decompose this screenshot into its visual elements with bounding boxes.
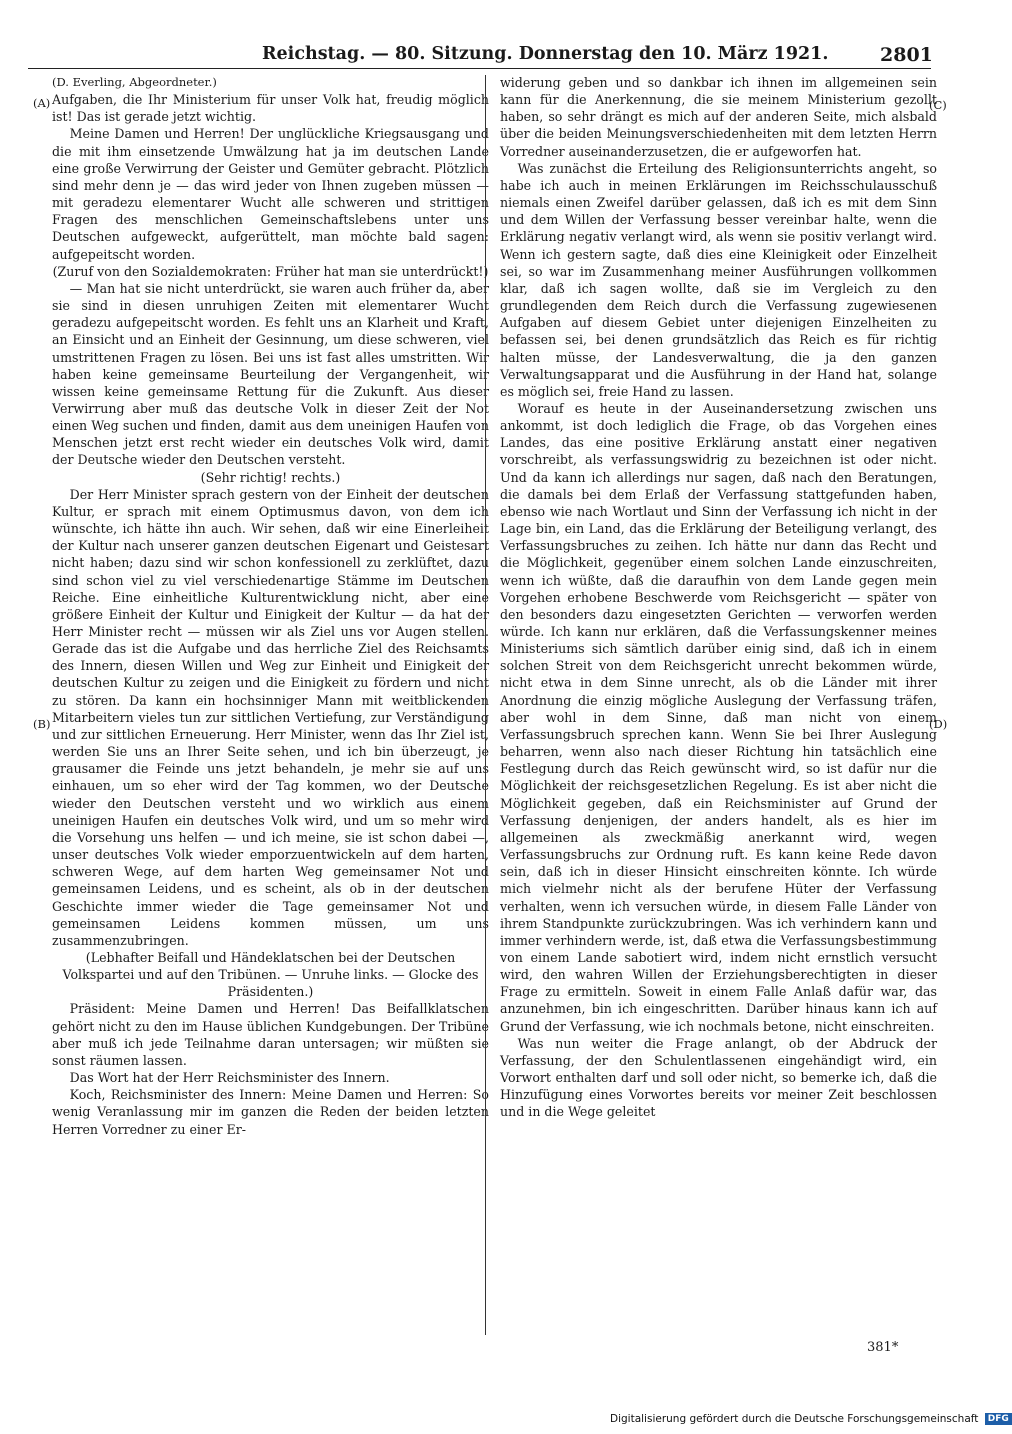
paragraph: Was nun weiter die Frage anlangt, ob der Abdruck der Verfassung, der den Schulentlassenen eingehändigt wird, ein Vorwort enthalten darf und soll oder nicht, so bemerke ich, daß die Hinzufügung eines Vorwortes bereits vor meiner Zeit beschlossen und in die Wege geleitet — [500, 1035, 937, 1120]
interjection: (Zuruf von den Sozialdemokraten: Früher hat man sie unterdrückt!) — [52, 263, 489, 279]
paragraph: — Man hat sie nicht unterdrückt, sie waren auch früher da, aber sie sind in diesen unruhigen Zeiten mit elementarer Wucht geradezu aufgepeitscht worden. Es fehlt uns an Klarheit und Kraft, an Einsicht und an Einheit der Gesinnung, um diese schweren, viel umstrittenen Fragen zu lösen. Bei uns ist fast alles umstritten. Wir haben keine gemeinsame Beurteilung der Vergangenheit, wir wissen keine gemeinsame Rettung für die Zukunft. Aus dieser Verwirrung aber muß das deutsche Volk in dieser Zeit der Not einen Weg suchen und finden, damit aus dem uneinigen Haufen von Menschen jetzt erst recht wieder ein deutsches Volk wird, damit der Deutsche wieder den Deutschen versteht. — [52, 280, 489, 468]
paragraph: Das Wort hat der Herr Reichsminister des Innern. — [69, 1070, 390, 1086]
margin-marker-b: (B) — [33, 717, 51, 731]
paragraph: Koch, Reichsminister des Innern: Meine Damen und Herren: So wenig Veranlassung mir im ganzen die Reden der beiden letzten Herren Vorredner zu einer Er- — [52, 1087, 489, 1137]
paragraph: Der Herr Minister sprach gestern von der Einheit der deutschen Kultur, er sprach mit einem Optimusmus davon, von dem ich wünschte, ich hätte ihn auch. Wir sehen, daß wir eine Einerleiheit der Kultur nach unserer ganzen deutschen Eigenart und Geistesart nicht haben; dazu sind wir schon konfessionell zu zerklüftet, dazu sind schon viel zu viel verschiedenartige Stämme im Deutschen Reiche. Eine einheitliche Kulturentwicklung nicht, aber eine größere Einheit der Kultur und Einigkeit der Kultur — da hat der Herr Minister recht — müssen wir als Ziel uns vor Augen stellen. Gerade das ist die Aufgabe und das herrliche Ziel des Reichsamts des Innern, diesen Willen und Weg zur Einheit und Einigkeit der deutschen Kultur zu zeigen und die Einigkeit zu fördern und nicht zu stören. Da kann ein hochsinniger Mann mit weitblickenden Mitarbeitern vieles tun zur sittlichen Vertiefung, zur Verständigung und zur sittlichen Erneuerung. Herr Minister, wenn das Ihr Ziel ist, werden Sie uns an Ihrer Seite sehen, und ich bin überzeugt, je grausamer die Feinde uns jetzt behandeln, je mehr sie auf uns einhauen, um so eher wird der Tag kommen, wo der Deutsche wieder den Deutschen versteht und wo wirklich aus einem uneinigen Haufen ein deutsches Volk wird, und um so mehr wird die Vorsehung uns helfen — und ich meine, sie ist schon dabei —, unser deutsches Volk wieder emporzuentwickeln auf dem harten, schweren Wege, auf dem harten Weg gemeinsamer Not und gemeinsamen Leidens, und es scheint, als ob in der deutschen Geschichte immer wieder die Tage gemeinsamer Not und gemeinsamen Leidens kommen müssen, um uns zusammenzubringen. — [52, 486, 489, 948]
interjection: (Lebhafter Beifall und Händeklatschen bei der Deutschen Volkspartei und auf den Tribünen. — Unruhe links. — Glocke des Präsidenten.) — [62, 949, 479, 1000]
paragraph: Aufgaben, die Ihr Ministerium für unser Volk hat, freudig möglich ist! Das ist gerade jetzt wichtig. — [52, 92, 489, 125]
page-number: 2801 — [880, 44, 933, 66]
running-header — [0, 0, 1000, 66]
paragraph: Was zunächst die Erteilung des Religionsunterrichts angeht, so habe ich auch in meinen Erklärungen im Reichsschulausschuß niemals einen Zweifel darüber gelassen, daß ich es mit dem Sinn und dem Willen der Verfassung besser vereinbar halte, wenn die Erklärung negativ verlangt wird, als wenn sie positiv verlangt wird. Wenn ich gestern sagte, daß dies eine Kleinigkeit oder Einzelheit sei, so war im Zusammenhang meiner Ausführungen vollkommen klar, daß ich sagen wollte, daß sie im Vergleich zu den grundlegenden dem Reich durch die Verfassung zugewiesenen Aufgaben auf diesem Gebiet unter diejenigen Einzelheiten zu befassen sei, bei denen grundsätzlich das Reich es für richtig halten müsse, der Landesverwaltung, die ja den ganzen Verwaltungsapparat und die Ausführung in der Hand hat, solange es möglich sei, freie Hand zu lassen. — [500, 160, 937, 399]
paragraph: Worauf es heute in der Auseinandersetzung zwischen uns ankommt, ist doch lediglich die Frage, ob das Vorgehen eines Landes, das eine positive Erklärung anstatt einer negativen vorschreibt, als verfassungswidrig zu bezeichnen ist oder nicht. Und da kann ich allerdings nur sagen, daß nach den Beratungen, die damals bei dem Erlaß der Verfassung stattgefunden haben, ebenso wie nach Wortlaut und Sinn der Verfassung ich nicht in der Lage bin, ein Land, das die Erklärung der Beteiligung verlangt, des Verfassungsbruches zu zeihen. Ich hätte nur dann das Recht und die Möglichkeit, gegenüber einem solchen Lande einzuschreiten, wenn ich wüßte, daß die daraufhin von dem Lande gegen mein Vorgehen erhobene Beschwerde vom Reichsgericht — später von den besonders dazu eingesetzten Gerichten — verworfen werden würde. Ich kann nur erklären, daß die Verfassungskenner meines Ministeriums sich sämtlich darüber einig sind, daß ich in einem solchen Streit von dem Reichsgericht unrecht bekommen würde, nicht etwa in dem Sinne unrecht, als ob die Länder mit ihrer Anordnung die einzig mögliche Auslegung der Verfassung träfen, aber wohl in dem Sinne, daß man nicht von einem Verfassungsbruch sprechen kann. Wenn Sie bei Ihrer Auslegung beharren, wenn also nach dieser Richtung hin tatsächlich eine Festlegung durch das Reich gewünscht wird, so ist dafür nur die Möglichkeit der reichsgesetzlichen Regelung. Es ist aber nicht die Möglichkeit gegeben, daß ein Reichsminister auf Grund der Verfassung denjenigen, der anders handelt, als es hier im allgemeinen als zweckmäßig anerkannt wird, wegen Verfassungsbruchs zur Ordnung ruft. Es kann keine Rede davon sein, daß ich in dieser Hinsicht einschreiten könnte. Ich würde mich vielmehr nicht als der berufene Hüter der Verfassung verhalten, wenn ich versuchen würde, in diesem Falle Länder von ihrem Standpunkte zurückzubringen. Was ich verhindern kann und immer verhindern werde, ist, daß etwa die Verfassungsbestimmung von einem Lande sabotiert wird, indem nicht ernstlich versucht wird, den wahren Willen der Erziehungsberechtigten in dieser Frage zu ermitteln. Soweit in einem Falle Anlaß dafür war, das anzunehmen, bin ich eingeschritten. Darüber hinaus kann ich auf Grund der Verfassung, wie ich nochmals betone, nicht einschreiten. — [500, 400, 937, 1034]
digitization-text: Digitalisierung gefördert durch die Deutsche Forschungsgemeinschaft — [610, 1413, 979, 1425]
left-column — [52, 74, 489, 1138]
margin-marker-d: (D) — [929, 717, 948, 731]
paragraph: Präsident: Meine Damen und Herren! Das Beifallklatschen gehört nicht zu den im Hause üblichen Kundgebungen. Der Tribüne aber muß ich jede Teilnahme daran untersagen; wir müßten sie sonst räumen lassen. — [52, 1001, 489, 1068]
header-title: Reichstag. — 80. Sitzung. Donnerstag den 10. März 1921. — [262, 44, 829, 64]
speaker-note: (D. Everling, Abgeordneter.) — [52, 75, 217, 89]
right-column — [500, 74, 937, 1121]
paragraph: widerung geben und so dankbar ich ihnen im allgemeinen sein kann für die Anerkennung, die sie meinem Ministerium gezollt haben, so sehr drängt es mich auf der anderen Seite, mich alsbald über die beiden Meinungsverschiedenheiten mit dem letzten Herrn Vorredner auseinanderzusetzen, die er aufgeworfen hat. — [500, 75, 937, 159]
margin-marker-a: (A) — [33, 96, 51, 110]
page-signature: 381* — [867, 1340, 899, 1355]
dfg-logo: DFG — [985, 1413, 1012, 1425]
paragraph: Meine Damen und Herren! Der unglückliche Kriegsausgang und die mit ihm einsetzende Umwälzung hat ja im deutschen Lande eine große Verwirrung der Geister und Gemüter gebracht. Plötzlich sind mehr denn je — das wird jeder von Ihnen zugeben müssen — mit geradezu elementarer Wucht alle schweren und strittigen Fragen des menschlichen Gemeinschaftslebens unter uns Deutschen aufgeweckt, aufgerüttelt, man möchte bald sagen: aufgepeitscht worden. — [52, 126, 489, 262]
margin-marker-c: (C) — [929, 98, 947, 112]
digitization-credit — [610, 1413, 1012, 1425]
interjection: (Sehr richtig! rechts.) — [200, 469, 341, 485]
header-rule — [28, 68, 931, 69]
column-rule — [485, 75, 486, 1335]
